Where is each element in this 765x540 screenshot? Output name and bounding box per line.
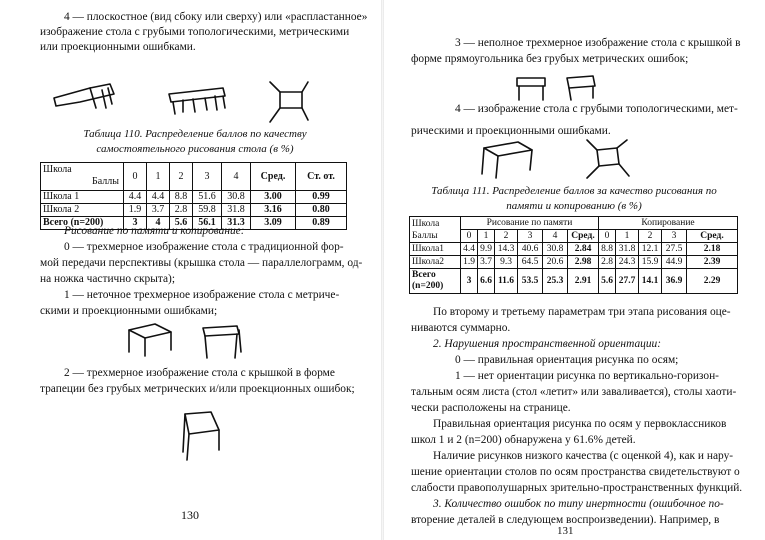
table-cell: 1.9 xyxy=(124,204,147,217)
col-header: 0 xyxy=(124,163,147,191)
table-cell: 2.39 xyxy=(687,256,738,269)
flat-table-drawing-2 xyxy=(163,84,233,119)
table-cell: 3 xyxy=(124,217,147,230)
table-cell: 30.8 xyxy=(222,191,251,204)
body-line: 1 — нет ориентации рисунка по вертикально-горизон- xyxy=(455,370,719,382)
table-cell: 53.5 xyxy=(518,269,543,294)
table-cell: 0.80 xyxy=(296,204,347,217)
page-number-left: 130 xyxy=(181,508,199,522)
para-1-line-1: 1 — неточное трехмерное изображение стола с метриче- xyxy=(64,289,340,301)
table-cell: 56.1 xyxy=(193,217,222,230)
spread-table-drawing xyxy=(266,80,311,125)
row-label: Школа1 xyxy=(410,243,461,256)
table-cell: 25.3 xyxy=(543,269,568,294)
row-label: Школа 2 xyxy=(41,204,124,217)
table-cell: 8.8 xyxy=(599,243,616,256)
table111-caption-1: Таблица 111. Распределение баллов за качество рисования по xyxy=(431,185,717,197)
row-label: Школа2 xyxy=(410,256,461,269)
col-header: 3 xyxy=(518,230,543,243)
table-cell: 2.29 xyxy=(687,269,738,294)
header-points: Баллы xyxy=(92,176,119,187)
col-header: 1 xyxy=(147,163,170,191)
table-cell: 5.6 xyxy=(599,269,616,294)
header-school: Школа xyxy=(43,164,72,175)
para-4-line-1: 4 — плоскостное (вид сбоку или сверху) или «распластанное» xyxy=(64,11,368,23)
table-cell: 31.8 xyxy=(616,243,639,256)
table-cell: 40.6 xyxy=(518,243,543,256)
para-0-line-2: мой передачи перспективы (крышка стола — параллелограмм, од- xyxy=(40,257,363,269)
table-cell: 2.91 xyxy=(568,269,599,294)
table-cell: 36.9 xyxy=(662,269,687,294)
body-line: чески расположены на странице. xyxy=(411,402,571,414)
table-cell: 4.4 xyxy=(461,243,478,256)
table-111 xyxy=(409,216,738,294)
para-4-line-2: изображение стола с грубыми топологическими, метрическими xyxy=(40,26,350,38)
flat-table-drawing-1 xyxy=(50,80,120,120)
body-line: школ 1 и 2 (n=200) обнаружена у 61.6% детей. xyxy=(411,434,636,446)
col-header: 2 xyxy=(170,163,193,191)
table-header-cell xyxy=(410,217,461,243)
table-row xyxy=(410,243,738,256)
para-2-line-1: 2 — трехмерное изображение стола с крышкой в форме xyxy=(64,367,335,379)
col-header: 4 xyxy=(222,163,251,191)
table-cell: 9.9 xyxy=(478,243,495,256)
body-line: По второму и третьему параметрам три этапа рисования оце- xyxy=(433,306,731,318)
page-number-right: 131 xyxy=(557,525,574,537)
table-cell: 64.5 xyxy=(518,256,543,269)
table-cell: 0.99 xyxy=(296,191,347,204)
body-line: Наличие рисунков низкого качества (с оценкой 4), как и нару- xyxy=(433,450,734,462)
table-cell: 59.8 xyxy=(193,204,222,217)
table-cell: 14.3 xyxy=(495,243,518,256)
table-cell: 4.4 xyxy=(147,191,170,204)
para-0-line-1: 0 — трехмерное изображение стола с традиционной фор- xyxy=(64,241,344,253)
group-copy: Копирование xyxy=(599,217,738,230)
para-0-line-3: на ножка частично скрыта); xyxy=(40,273,175,285)
table-row xyxy=(41,191,347,204)
table-group-row xyxy=(410,217,738,230)
table-cell: 4 xyxy=(147,217,170,230)
imprecise-table-drawing xyxy=(199,322,244,362)
para-2-line-2: трапеции без грубых метрических и/или проекционных ошибок; xyxy=(40,383,355,395)
subheading: Рисование по памяти и копирование: xyxy=(64,225,245,237)
table-cell: 30.8 xyxy=(543,243,568,256)
body-line: шение ориентации столов по осям пространства свидетельствуют о xyxy=(411,466,740,478)
table-cell: 1.9 xyxy=(461,256,478,269)
row-label: Всего (n=200) xyxy=(41,217,124,230)
table-cell: 27.5 xyxy=(662,243,687,256)
table-cell: 2.98 xyxy=(568,256,599,269)
table-cell: 20.6 xyxy=(543,256,568,269)
table-cell: 3.7 xyxy=(478,256,495,269)
col-header: 1 xyxy=(616,230,639,243)
table-cell: 31.8 xyxy=(222,204,251,217)
table-header-cell xyxy=(41,163,124,191)
body-line: Правильная ориентация рисунка по осям у первоклассников xyxy=(433,418,727,430)
col-header: Сред. xyxy=(687,230,738,243)
table-cell: 3.00 xyxy=(251,191,296,204)
right-page xyxy=(383,0,765,540)
table-cell: 0.89 xyxy=(296,217,347,230)
body-line: слабости правополушарных зрительно-пространственных функций. xyxy=(411,482,743,494)
table110-caption-1: Таблица 110. Распределение баллов по качеству xyxy=(83,128,307,140)
header-points: Баллы xyxy=(412,231,438,241)
para-1-line-2: скими и проекционными ошибками; xyxy=(40,305,218,317)
col-header: 1 xyxy=(478,230,495,243)
table-cell: 3.7 xyxy=(147,204,170,217)
table-cell: 3.16 xyxy=(251,204,296,217)
table-row xyxy=(41,204,347,217)
col-header: 3 xyxy=(662,230,687,243)
body-line: тальным осям листа (стол «летит» или заваливается), столы хаоти- xyxy=(411,386,737,398)
table-cell: 4.4 xyxy=(124,191,147,204)
table-cell: 14.1 xyxy=(639,269,662,294)
distorted-table-drawing-2 xyxy=(583,138,633,180)
para-3-line-1: 3 — неполное трехмерное изображение стола с крышкой в xyxy=(455,37,741,49)
rect-table-drawing-2 xyxy=(563,72,599,102)
table-cell: 9.3 xyxy=(495,256,518,269)
section-heading: 2. Нарушения пространственной ориентации: xyxy=(433,338,662,350)
table110-caption-2: самостоятельного рисования стола (в %) xyxy=(96,143,294,155)
col-header: 0 xyxy=(599,230,616,243)
para-4r-line-1: 4 — изображение стола с грубыми топологическими, мет- xyxy=(455,103,738,115)
table-cell: 6.6 xyxy=(478,269,495,294)
table111-caption-2: памяти и копированию (в %) xyxy=(506,200,642,212)
table-cell: 2.8 xyxy=(599,256,616,269)
table-cell: 3.09 xyxy=(251,217,296,230)
body-line: вторение деталей в следующем воспроизведении). Например, в xyxy=(411,514,720,526)
body-line: 0 — правильная ориентация рисунка по осям; xyxy=(455,354,679,366)
table-cell: 5.6 xyxy=(170,217,193,230)
distorted-table-drawing-1 xyxy=(478,140,538,180)
col-header: 4 xyxy=(543,230,568,243)
perspective-table-drawing xyxy=(125,320,175,360)
table-cell: 51.6 xyxy=(193,191,222,204)
row-label: Школа 1 xyxy=(41,191,124,204)
col-header: Сред. xyxy=(568,230,599,243)
col-header: Сред. xyxy=(251,163,296,191)
table-cell: 11.6 xyxy=(495,269,518,294)
group-memory: Рисование по памяти xyxy=(461,217,599,230)
trapezoid-table-drawing xyxy=(175,408,225,464)
table-cell: 2.8 xyxy=(170,204,193,217)
section-heading: 3. Количество ошибок по типу инертности (ошибочное по- xyxy=(433,498,724,510)
table-cell: 2.18 xyxy=(687,243,738,256)
col-header: 0 xyxy=(461,230,478,243)
header-school: Школа xyxy=(412,219,440,229)
rect-table-drawing-1 xyxy=(513,74,549,102)
body-line: ниваются суммарно. xyxy=(411,322,511,334)
para-4r-line-2: рическими и проекционными ошибками. xyxy=(411,125,611,137)
table-cell: 44.9 xyxy=(662,256,687,269)
para-4-line-3: или проекционными ошибками. xyxy=(40,41,196,53)
table-cell: 2.84 xyxy=(568,243,599,256)
col-header: 3 xyxy=(193,163,222,191)
table-cell: 31.3 xyxy=(222,217,251,230)
table-row xyxy=(410,256,738,269)
table-cell: 8.8 xyxy=(170,191,193,204)
para-3-line-2: форме прямоугольника без грубых метрических ошибок; xyxy=(411,53,689,65)
col-header: Ст. от. xyxy=(296,163,347,191)
table-cell: 24.3 xyxy=(616,256,639,269)
col-header: 2 xyxy=(495,230,518,243)
table-cell: 27.7 xyxy=(616,269,639,294)
table-cell: 12.1 xyxy=(639,243,662,256)
table-cell: 3 xyxy=(461,269,478,294)
table-cell: 15.9 xyxy=(639,256,662,269)
row-label: Всего (n=200) xyxy=(410,269,461,294)
table-row-total xyxy=(410,269,738,294)
col-header: 2 xyxy=(639,230,662,243)
table-110 xyxy=(40,162,347,230)
